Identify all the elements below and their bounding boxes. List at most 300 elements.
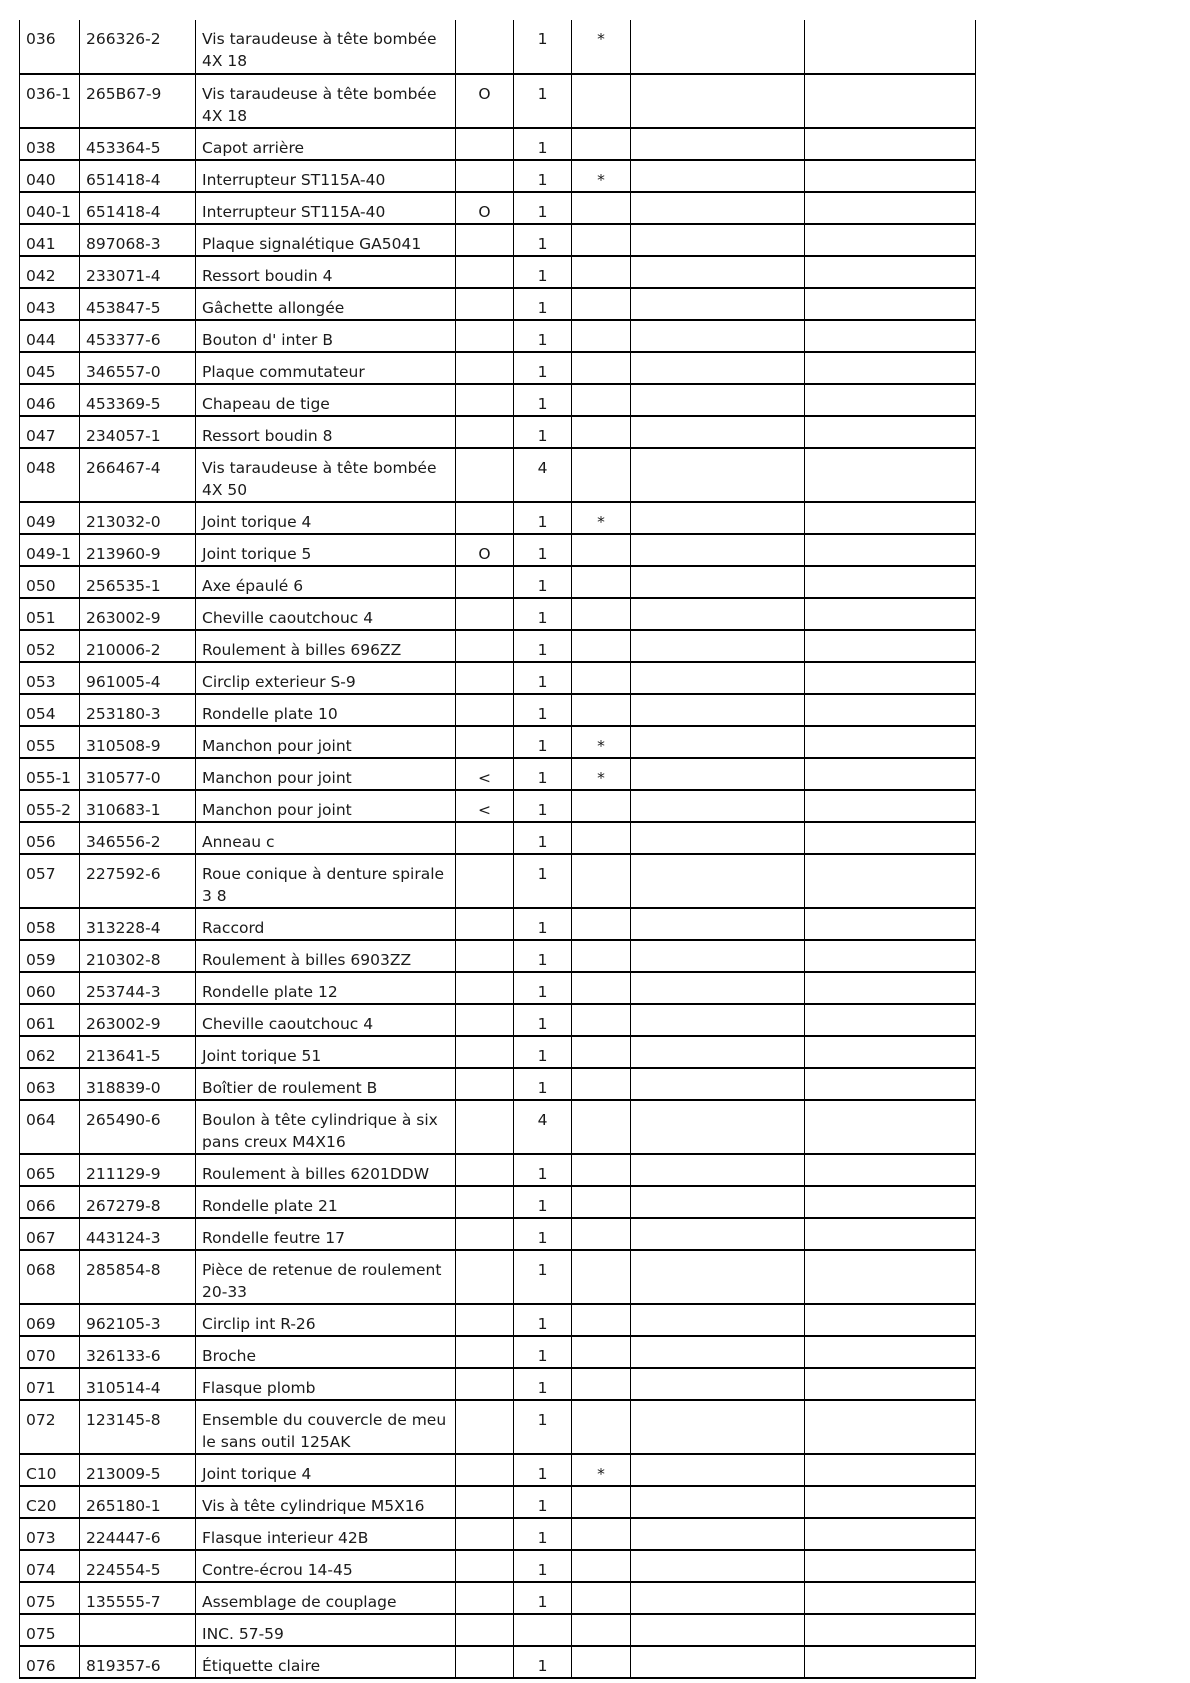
- note-mark-cell: [572, 598, 631, 630]
- description-cell: Plaque commutateur: [196, 352, 456, 384]
- table-row: [20, 20, 976, 74]
- note-mark-cell: [572, 74, 631, 128]
- table-row: [20, 1004, 976, 1036]
- note-mark-cell: [572, 416, 631, 448]
- blank-cell: [631, 566, 805, 598]
- note-mark-cell: [572, 448, 631, 502]
- change-mark-cell: [456, 822, 514, 854]
- item-number-cell: 071: [20, 1368, 80, 1400]
- table-row: [20, 566, 976, 598]
- quantity-cell: 1: [514, 1336, 572, 1368]
- description-cell: Pièce de retenue de roulement 20-33: [196, 1250, 456, 1304]
- description-cell: Capot arrière: [196, 128, 456, 160]
- item-number-cell: 040: [20, 160, 80, 192]
- part-number-cell: 253180-3: [80, 694, 196, 726]
- quantity-cell: 1: [514, 128, 572, 160]
- change-mark-cell: [456, 694, 514, 726]
- part-number-cell: 313228-4: [80, 908, 196, 940]
- description-cell: Contre-écrou 14-45: [196, 1550, 456, 1582]
- blank-cell: [805, 1154, 976, 1186]
- quantity-cell: 1: [514, 972, 572, 1004]
- quantity-cell: 1: [514, 1550, 572, 1582]
- part-number-cell: 453364-5: [80, 128, 196, 160]
- change-mark-cell: [456, 1154, 514, 1186]
- note-mark-cell: [572, 1518, 631, 1550]
- description-cell: Manchon pour joint: [196, 758, 456, 790]
- description-cell: Joint torique 5: [196, 534, 456, 566]
- item-number-cell: 067: [20, 1218, 80, 1250]
- blank-cell: [631, 74, 805, 128]
- blank-cell: [631, 502, 805, 534]
- table-row: [20, 288, 976, 320]
- blank-cell: [631, 128, 805, 160]
- item-number-cell: 075: [20, 1582, 80, 1614]
- quantity-cell: 1: [514, 502, 572, 534]
- part-number-cell: 961005-4: [80, 662, 196, 694]
- table-row: [20, 1368, 976, 1400]
- description-cell: Vis à tête cylindrique M5X16: [196, 1486, 456, 1518]
- blank-cell: [805, 256, 976, 288]
- change-mark-cell: [456, 320, 514, 352]
- blank-cell: [631, 662, 805, 694]
- blank-cell: [631, 416, 805, 448]
- quantity-cell: 1: [514, 726, 572, 758]
- table-row: [20, 1304, 976, 1336]
- change-mark-cell: [456, 1400, 514, 1454]
- item-number-cell: 063: [20, 1068, 80, 1100]
- blank-cell: [805, 192, 976, 224]
- quantity-cell: 1: [514, 790, 572, 822]
- description-cell: Cheville caoutchouc 4: [196, 598, 456, 630]
- description-cell: Rondelle feutre 17: [196, 1218, 456, 1250]
- description-cell: Roue conique à denture spirale 3 8: [196, 854, 456, 908]
- table-row: [20, 908, 976, 940]
- blank-cell: [805, 1218, 976, 1250]
- part-number-cell: 651418-4: [80, 192, 196, 224]
- item-number-cell: 053: [20, 662, 80, 694]
- note-mark-cell: [572, 1550, 631, 1582]
- note-mark-cell: [572, 1250, 631, 1304]
- change-mark-cell: [456, 352, 514, 384]
- quantity-cell: 1: [514, 20, 572, 74]
- item-number-cell: 055-2: [20, 790, 80, 822]
- blank-cell: [805, 502, 976, 534]
- item-number-cell: 047: [20, 416, 80, 448]
- quantity-cell: 1: [514, 224, 572, 256]
- note-mark-cell: [572, 352, 631, 384]
- parts-list-table: [19, 20, 976, 1679]
- part-number-cell: 310577-0: [80, 758, 196, 790]
- change-mark-cell: <: [456, 790, 514, 822]
- blank-cell: [631, 1368, 805, 1400]
- item-number-cell: 036-1: [20, 74, 80, 128]
- item-number-cell: 049: [20, 502, 80, 534]
- blank-cell: [805, 534, 976, 566]
- note-mark-cell: [572, 1036, 631, 1068]
- part-number-cell: 253744-3: [80, 972, 196, 1004]
- blank-cell: [805, 1304, 976, 1336]
- quantity-cell: [514, 1614, 572, 1646]
- change-mark-cell: [456, 566, 514, 598]
- quantity-cell: 1: [514, 416, 572, 448]
- item-number-cell: 059: [20, 940, 80, 972]
- change-mark-cell: [456, 598, 514, 630]
- quantity-cell: 1: [514, 630, 572, 662]
- table-row: [20, 1614, 976, 1646]
- item-number-cell: C10: [20, 1454, 80, 1486]
- blank-cell: [805, 1186, 976, 1218]
- quantity-cell: 1: [514, 74, 572, 128]
- part-number-cell: 213009-5: [80, 1454, 196, 1486]
- table-row: [20, 726, 976, 758]
- item-number-cell: 055-1: [20, 758, 80, 790]
- blank-cell: [631, 352, 805, 384]
- part-number-cell: 211129-9: [80, 1154, 196, 1186]
- change-mark-cell: [456, 1614, 514, 1646]
- blank-cell: [805, 1614, 976, 1646]
- blank-cell: [805, 630, 976, 662]
- table-row: [20, 320, 976, 352]
- blank-cell: [805, 854, 976, 908]
- blank-cell: [631, 1218, 805, 1250]
- table-row: [20, 352, 976, 384]
- blank-cell: [805, 1518, 976, 1550]
- quantity-cell: 1: [514, 566, 572, 598]
- description-cell: Manchon pour joint: [196, 726, 456, 758]
- description-cell: Assemblage de couplage: [196, 1582, 456, 1614]
- part-number-cell: 819357-6: [80, 1646, 196, 1678]
- description-cell: Anneau c: [196, 822, 456, 854]
- blank-cell: [805, 662, 976, 694]
- description-cell: Axe épaulé 6: [196, 566, 456, 598]
- item-number-cell: 045: [20, 352, 80, 384]
- change-mark-cell: [456, 908, 514, 940]
- description-cell: Interrupteur ST115A-40: [196, 192, 456, 224]
- description-cell: Joint torique 51: [196, 1036, 456, 1068]
- item-number-cell: 040-1: [20, 192, 80, 224]
- item-number-cell: 072: [20, 1400, 80, 1454]
- description-cell: Ensemble du couvercle de meule sans outil 125AK: [196, 1400, 456, 1454]
- item-number-cell: 070: [20, 1336, 80, 1368]
- table-row: [20, 790, 976, 822]
- item-number-cell: 064: [20, 1100, 80, 1154]
- table-row: [20, 1100, 976, 1154]
- part-number-cell: 346556-2: [80, 822, 196, 854]
- table-row: [20, 598, 976, 630]
- blank-cell: [631, 822, 805, 854]
- blank-cell: [631, 972, 805, 1004]
- note-mark-cell: [572, 1154, 631, 1186]
- blank-cell: [805, 74, 976, 128]
- change-mark-cell: [456, 1582, 514, 1614]
- quantity-cell: 1: [514, 822, 572, 854]
- part-number-cell: 210006-2: [80, 630, 196, 662]
- quantity-cell: 1: [514, 1186, 572, 1218]
- blank-cell: [631, 1336, 805, 1368]
- blank-cell: [805, 1100, 976, 1154]
- blank-cell: [631, 940, 805, 972]
- item-number-cell: 057: [20, 854, 80, 908]
- change-mark-cell: [456, 1186, 514, 1218]
- item-number-cell: 044: [20, 320, 80, 352]
- blank-cell: [805, 908, 976, 940]
- change-mark-cell: O: [456, 534, 514, 566]
- item-number-cell: 048: [20, 448, 80, 502]
- table-row: [20, 1036, 976, 1068]
- part-number-cell: 210302-8: [80, 940, 196, 972]
- description-cell: Rondelle plate 10: [196, 694, 456, 726]
- description-cell: Joint torique 4: [196, 502, 456, 534]
- change-mark-cell: [456, 20, 514, 74]
- quantity-cell: 1: [514, 1646, 572, 1678]
- part-number-cell: 897068-3: [80, 224, 196, 256]
- note-mark-cell: [572, 1336, 631, 1368]
- blank-cell: [631, 758, 805, 790]
- part-number-cell: 266326-2: [80, 20, 196, 74]
- quantity-cell: 1: [514, 352, 572, 384]
- part-number-cell: 267279-8: [80, 1186, 196, 1218]
- blank-cell: [805, 1004, 976, 1036]
- change-mark-cell: [456, 662, 514, 694]
- table-row: [20, 972, 976, 1004]
- quantity-cell: 1: [514, 1582, 572, 1614]
- table-row: [20, 1518, 976, 1550]
- item-number-cell: 056: [20, 822, 80, 854]
- blank-cell: [805, 224, 976, 256]
- table-row: [20, 854, 976, 908]
- blank-cell: [805, 1486, 976, 1518]
- quantity-cell: 1: [514, 1486, 572, 1518]
- blank-cell: [805, 1454, 976, 1486]
- blank-cell: [631, 790, 805, 822]
- blank-cell: [631, 224, 805, 256]
- item-number-cell: 043: [20, 288, 80, 320]
- change-mark-cell: [456, 1304, 514, 1336]
- part-number-cell: 962105-3: [80, 1304, 196, 1336]
- part-number-cell: 285854-8: [80, 1250, 196, 1304]
- change-mark-cell: [456, 1336, 514, 1368]
- parts-table-body: [20, 20, 976, 1678]
- part-number-cell: 224554-5: [80, 1550, 196, 1582]
- note-mark-cell: [572, 940, 631, 972]
- note-mark-cell: [572, 288, 631, 320]
- blank-cell: [805, 384, 976, 416]
- table-row: [20, 502, 976, 534]
- item-number-cell: 075: [20, 1614, 80, 1646]
- change-mark-cell: [456, 224, 514, 256]
- description-cell: Circlip int R-26: [196, 1304, 456, 1336]
- note-mark-cell: [572, 384, 631, 416]
- part-number-cell: 310683-1: [80, 790, 196, 822]
- description-cell: Roulement à billes 6201DDW: [196, 1154, 456, 1186]
- table-row: [20, 448, 976, 502]
- blank-cell: [805, 822, 976, 854]
- change-mark-cell: [456, 256, 514, 288]
- note-mark-cell: [572, 1100, 631, 1154]
- part-number-cell: 310514-4: [80, 1368, 196, 1400]
- note-mark-cell: [572, 1582, 631, 1614]
- quantity-cell: 1: [514, 320, 572, 352]
- description-cell: Circlip exterieur S-9: [196, 662, 456, 694]
- blank-cell: [805, 758, 976, 790]
- blank-cell: [805, 416, 976, 448]
- table-row: [20, 160, 976, 192]
- blank-cell: [631, 854, 805, 908]
- note-mark-cell: [572, 1068, 631, 1100]
- description-cell: Vis taraudeuse à tête bombée 4X 18: [196, 74, 456, 128]
- blank-cell: [631, 1550, 805, 1582]
- note-mark-cell: [572, 256, 631, 288]
- quantity-cell: 4: [514, 1100, 572, 1154]
- quantity-cell: 1: [514, 758, 572, 790]
- quantity-cell: 1: [514, 1368, 572, 1400]
- item-number-cell: 055: [20, 726, 80, 758]
- note-mark-cell: [572, 1304, 631, 1336]
- table-row: [20, 384, 976, 416]
- table-row: [20, 662, 976, 694]
- item-number-cell: 076: [20, 1646, 80, 1678]
- blank-cell: [805, 940, 976, 972]
- note-mark-cell: [572, 1368, 631, 1400]
- description-cell: Bouton d' inter B: [196, 320, 456, 352]
- description-cell: Boîtier de roulement B: [196, 1068, 456, 1100]
- note-mark-cell: *: [572, 726, 631, 758]
- item-number-cell: 058: [20, 908, 80, 940]
- change-mark-cell: [456, 416, 514, 448]
- note-mark-cell: [572, 128, 631, 160]
- note-mark-cell: [572, 1486, 631, 1518]
- table-row: [20, 416, 976, 448]
- quantity-cell: 1: [514, 288, 572, 320]
- item-number-cell: 050: [20, 566, 80, 598]
- quantity-cell: 1: [514, 854, 572, 908]
- part-number-cell: 326133-6: [80, 1336, 196, 1368]
- blank-cell: [631, 320, 805, 352]
- blank-cell: [631, 1154, 805, 1186]
- blank-cell: [805, 448, 976, 502]
- blank-cell: [631, 1518, 805, 1550]
- blank-cell: [631, 1646, 805, 1678]
- change-mark-cell: [456, 1368, 514, 1400]
- item-number-cell: 038: [20, 128, 80, 160]
- note-mark-cell: [572, 1218, 631, 1250]
- part-number-cell: 346557-0: [80, 352, 196, 384]
- change-mark-cell: [456, 160, 514, 192]
- blank-cell: [631, 1100, 805, 1154]
- note-mark-cell: *: [572, 20, 631, 74]
- item-number-cell: 060: [20, 972, 80, 1004]
- change-mark-cell: [456, 726, 514, 758]
- blank-cell: [805, 566, 976, 598]
- quantity-cell: 1: [514, 1454, 572, 1486]
- change-mark-cell: [456, 1550, 514, 1582]
- description-cell: Vis taraudeuse à tête bombée 4X 18: [196, 20, 456, 74]
- table-row: [20, 1454, 976, 1486]
- note-mark-cell: [572, 1186, 631, 1218]
- description-cell: Broche: [196, 1336, 456, 1368]
- table-row: [20, 534, 976, 566]
- description-cell: Vis taraudeuse à tête bombée 4X 50: [196, 448, 456, 502]
- item-number-cell: 074: [20, 1550, 80, 1582]
- table-row: [20, 758, 976, 790]
- part-number-cell: 135555-7: [80, 1582, 196, 1614]
- part-number-cell: 256535-1: [80, 566, 196, 598]
- quantity-cell: 1: [514, 1400, 572, 1454]
- blank-cell: [805, 1250, 976, 1304]
- description-cell: INC. 57-59: [196, 1614, 456, 1646]
- note-mark-cell: [572, 694, 631, 726]
- note-mark-cell: [572, 908, 631, 940]
- quantity-cell: 1: [514, 1218, 572, 1250]
- blank-cell: [631, 1454, 805, 1486]
- change-mark-cell: [456, 384, 514, 416]
- blank-cell: [631, 1486, 805, 1518]
- table-row: [20, 1486, 976, 1518]
- blank-cell: [631, 1400, 805, 1454]
- part-number-cell: 453847-5: [80, 288, 196, 320]
- blank-cell: [631, 1304, 805, 1336]
- change-mark-cell: [456, 1068, 514, 1100]
- blank-cell: [805, 726, 976, 758]
- change-mark-cell: [456, 972, 514, 1004]
- blank-cell: [805, 972, 976, 1004]
- blank-cell: [805, 1582, 976, 1614]
- change-mark-cell: <: [456, 758, 514, 790]
- part-number-cell: 266467-4: [80, 448, 196, 502]
- blank-cell: [805, 288, 976, 320]
- change-mark-cell: [456, 1518, 514, 1550]
- change-mark-cell: [456, 1100, 514, 1154]
- blank-cell: [631, 694, 805, 726]
- blank-cell: [631, 908, 805, 940]
- table-row: [20, 1250, 976, 1304]
- part-number-cell: [80, 1614, 196, 1646]
- note-mark-cell: [572, 192, 631, 224]
- item-number-cell: 073: [20, 1518, 80, 1550]
- quantity-cell: 1: [514, 694, 572, 726]
- table-row: [20, 256, 976, 288]
- item-number-cell: C20: [20, 1486, 80, 1518]
- blank-cell: [805, 694, 976, 726]
- blank-cell: [631, 256, 805, 288]
- note-mark-cell: *: [572, 160, 631, 192]
- table-row: [20, 1646, 976, 1678]
- quantity-cell: 1: [514, 1004, 572, 1036]
- blank-cell: [805, 352, 976, 384]
- quantity-cell: 1: [514, 908, 572, 940]
- blank-cell: [631, 630, 805, 662]
- part-number-cell: 453377-6: [80, 320, 196, 352]
- table-row: [20, 128, 976, 160]
- description-cell: Joint torique 4: [196, 1454, 456, 1486]
- part-number-cell: 310508-9: [80, 726, 196, 758]
- part-number-cell: 263002-9: [80, 1004, 196, 1036]
- quantity-cell: 1: [514, 598, 572, 630]
- part-number-cell: 263002-9: [80, 598, 196, 630]
- change-mark-cell: [456, 1004, 514, 1036]
- item-number-cell: 069: [20, 1304, 80, 1336]
- blank-cell: [631, 192, 805, 224]
- description-cell: Manchon pour joint: [196, 790, 456, 822]
- item-number-cell: 042: [20, 256, 80, 288]
- blank-cell: [805, 160, 976, 192]
- change-mark-cell: [456, 288, 514, 320]
- item-number-cell: 036: [20, 20, 80, 74]
- note-mark-cell: [572, 662, 631, 694]
- blank-cell: [631, 1068, 805, 1100]
- table-row: [20, 1582, 976, 1614]
- item-number-cell: 041: [20, 224, 80, 256]
